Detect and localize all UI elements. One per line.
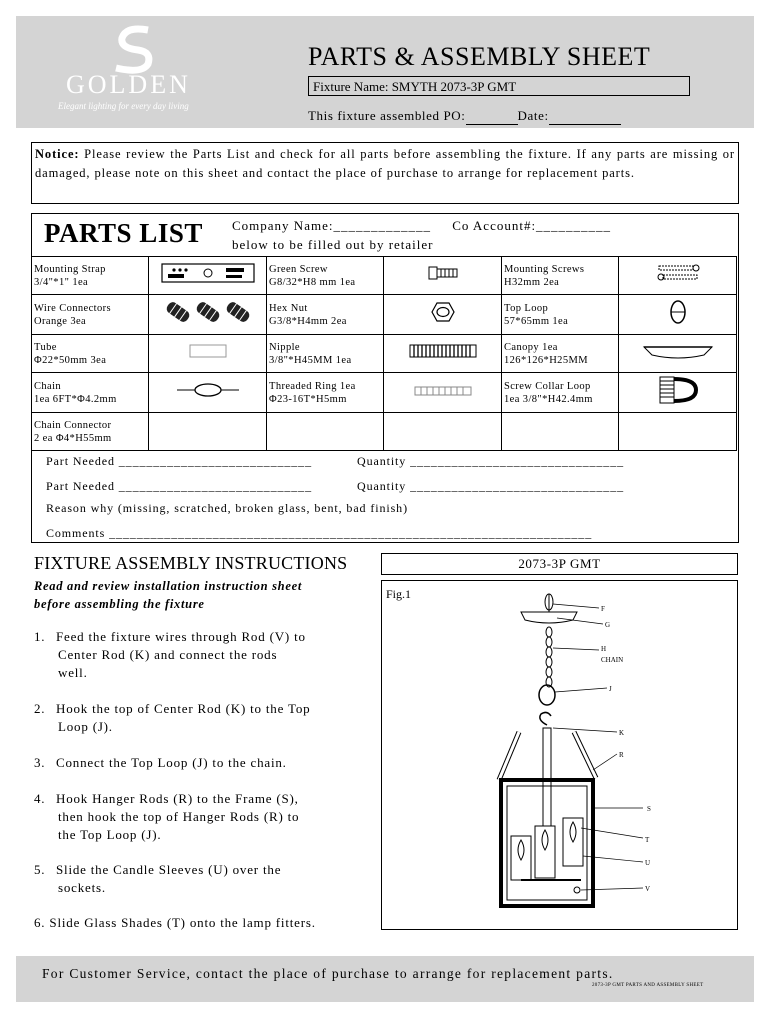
table-row — [32, 373, 737, 413]
part-image-cell — [619, 295, 737, 335]
table-row — [32, 295, 737, 335]
part-needed-field-2[interactable]: Part Needed ____________________________ — [46, 479, 312, 493]
part-spec: 126*126*H25MM — [504, 354, 588, 366]
table-row — [32, 413, 737, 451]
part-spec: 57*65mm 1ea — [504, 315, 569, 327]
part-image-cell — [149, 413, 267, 451]
step-line: Hook the top of Center Rod (K) to the Top — [56, 701, 311, 716]
retailer-line: below to be filled out by retailer — [232, 237, 434, 252]
step-line: then hook the top of Hanger Rods (R) to — [58, 809, 300, 824]
wire-connectors-icon — [160, 295, 256, 329]
part-spec: 3/8"*H45MM 1ea — [269, 354, 352, 366]
instructions-intro — [34, 577, 302, 613]
annotation-label: H — [601, 645, 607, 653]
step-number: 5. — [34, 862, 46, 877]
instructions-title: FIXTURE ASSEMBLY INSTRUCTIONS — [34, 553, 348, 573]
comments-field[interactable]: Comments ______________________________________________________________________ — [46, 526, 593, 540]
annotation-label: S — [647, 805, 651, 813]
part-name: Mounting Strap — [34, 263, 106, 275]
part-spec: 3/4"*1" 1ea — [34, 276, 89, 288]
step-line: Loop (J). — [58, 719, 113, 734]
annotation-label: T — [645, 836, 650, 844]
part-image-cell — [384, 373, 502, 413]
part-name: Canopy 1ea — [504, 341, 558, 353]
model-label: 2073-3P GMT — [381, 553, 738, 575]
part-image-cell — [149, 335, 267, 373]
part-spec: Φ22*50mm 3ea — [34, 354, 107, 366]
fixture-diagram — [381, 580, 738, 930]
part-image-cell — [384, 295, 502, 335]
step-number: 6. — [34, 915, 46, 930]
footer-doc-id: 2073-3P GMT PARTS AND ASSEMBLY SHEET — [592, 983, 704, 988]
annotation-label: J — [609, 685, 612, 693]
part-spec: 1ea 3/8"*H42.4mm — [504, 393, 593, 405]
part-name: Mounting Screws — [504, 263, 585, 275]
annotation-label: R — [619, 751, 624, 759]
step-number: 4. — [34, 791, 46, 806]
part-spec: G8/32*H8 mm 1ea — [269, 276, 356, 288]
brand-tagline: Elegant lighting for every day living — [58, 101, 189, 111]
notice-label: Notice: — [35, 147, 80, 161]
part-image-cell — [149, 295, 267, 335]
canopy-icon — [640, 341, 716, 361]
part-spec: H32mm 2ea — [504, 276, 560, 288]
part-image-cell — [619, 413, 737, 451]
step-number: 1. — [34, 629, 46, 644]
figure-label: Fig.1 — [386, 587, 412, 601]
part-name: Wire Connectors — [34, 302, 112, 314]
part-cell — [502, 413, 619, 451]
annotation-label: U — [645, 859, 651, 867]
annotation-label: V — [645, 885, 651, 893]
part-image-cell — [619, 373, 737, 413]
step-3 — [34, 754, 374, 772]
canopy-part — [521, 612, 577, 623]
company-line: Company Name:_____________ Co Account#:__________ — [232, 218, 612, 233]
step-2 — [34, 700, 374, 736]
part-spec: Φ23-16T*H5mm — [269, 393, 347, 405]
part-image-cell — [149, 257, 267, 295]
annotation-label: K — [619, 729, 625, 737]
step-line: Center Rod (K) and connect the rods — [58, 647, 278, 662]
part-cell — [502, 335, 619, 373]
part-cell — [32, 413, 149, 451]
top-loop-icon — [667, 297, 689, 327]
page-title: PARTS & ASSEMBLY SHEET — [308, 42, 651, 71]
annotation-label: F — [601, 605, 605, 613]
parts-table — [31, 256, 737, 451]
step-line: Connect the Top Loop (J) to the chain. — [56, 755, 287, 770]
date-blank[interactable] — [549, 108, 621, 125]
step-5 — [34, 861, 374, 897]
notice-text: Please review the Parts List and check for all parts before assembling the fixture. If any parts are missing or damaged, please note on this sheet and contact the place of purchase to arrange for replacement parts. — [35, 147, 735, 180]
chain-part — [546, 627, 552, 687]
step-line: sockets. — [58, 880, 106, 895]
annotation-label: G — [605, 621, 611, 629]
footer-text: For Customer Service, contact the place of purchase to arrange for replacement parts. — [42, 966, 614, 981]
part-image-cell — [384, 257, 502, 295]
intro-line: before assembling the fixture — [34, 597, 205, 611]
part-name: Chain Connector — [34, 419, 112, 431]
step-number: 2. — [34, 701, 46, 716]
step-line: Slide Glass Shades (T) onto the lamp fitters. — [49, 915, 316, 930]
intro-line: Read and review installation instruction sheet — [34, 579, 302, 593]
part-cell — [32, 295, 149, 335]
mounting-screws-icon — [653, 263, 703, 283]
part-cell — [267, 335, 384, 373]
step-line: Slide the Candle Sleeves (U) over the — [56, 862, 282, 877]
part-cell — [267, 413, 384, 451]
part-name: Green Screw — [269, 263, 328, 275]
po-label: This fixture assembled PO: — [308, 108, 466, 123]
po-date-line — [308, 108, 621, 125]
part-image-cell — [619, 257, 737, 295]
fixture-name-field: Fixture Name: SMYTH 2073-3P GMT — [308, 76, 690, 96]
part-image-cell — [619, 335, 737, 373]
part-name: Threaded Ring 1ea — [269, 380, 356, 392]
chain-icon — [173, 380, 243, 400]
step-6 — [34, 914, 379, 932]
part-name: Screw Collar Loop — [504, 380, 591, 392]
date-label: Date: — [517, 108, 549, 123]
threaded-ring-icon — [413, 385, 473, 397]
step-line: Hook Hanger Rods (R) to the Frame (S), — [56, 791, 299, 806]
part-name: Top Loop — [504, 302, 549, 314]
quantity-field-2[interactable]: Quantity _______________________________ — [357, 479, 624, 493]
quantity-field-1[interactable]: Quantity _______________________________ — [357, 454, 624, 468]
nipple-icon — [408, 342, 478, 360]
screw-collar-loop-icon — [656, 373, 700, 407]
part-spec: 2 ea Φ4*H55mm — [34, 432, 112, 444]
golden-s-logo-icon — [108, 24, 158, 74]
table-row — [32, 257, 737, 295]
part-cell — [502, 295, 619, 335]
part-needed-field-1[interactable]: Part Needed ____________________________ — [46, 454, 312, 468]
part-image-cell — [384, 335, 502, 373]
part-name: Nipple — [269, 341, 300, 353]
annotation-label: CHAIN — [601, 656, 624, 664]
part-cell — [267, 295, 384, 335]
step-4 — [34, 790, 374, 844]
part-spec: 1ea 6FT*Φ4.2mm — [34, 393, 117, 405]
part-cell — [502, 373, 619, 413]
step-number: 3. — [34, 755, 46, 770]
notice-box — [31, 142, 739, 204]
part-cell — [267, 373, 384, 413]
part-image-cell — [384, 413, 502, 451]
step-line: the Top Loop (J). — [58, 827, 162, 842]
part-cell — [267, 257, 384, 295]
step-line: well. — [58, 665, 88, 680]
tube-icon — [188, 343, 228, 359]
part-cell — [32, 373, 149, 413]
part-name: Chain — [34, 380, 62, 392]
part-cell — [502, 257, 619, 295]
step-line: Feed the fixture wires through Rod (V) to — [56, 629, 306, 644]
reason-label: Reason why (missing, scratched, broken glass, bent, bad finish) — [46, 501, 408, 515]
part-spec: G3/8*H4mm 2ea — [269, 315, 347, 327]
table-row — [32, 335, 737, 373]
mounting-strap-icon — [160, 258, 256, 288]
part-name: Tube — [34, 341, 57, 353]
part-cell — [32, 335, 149, 373]
parts-list-title: PARTS LIST — [44, 218, 203, 248]
hex-nut-icon — [428, 300, 458, 324]
step-1 — [34, 628, 374, 682]
po-blank[interactable] — [466, 108, 518, 125]
green-screw-icon — [423, 263, 463, 283]
brand-name: GOLDEN — [66, 70, 191, 99]
part-name: Hex Nut — [269, 302, 308, 314]
part-spec: Orange 3ea — [34, 315, 87, 327]
part-image-cell — [149, 373, 267, 413]
part-cell — [32, 257, 149, 295]
top-loop-part — [539, 685, 555, 705]
